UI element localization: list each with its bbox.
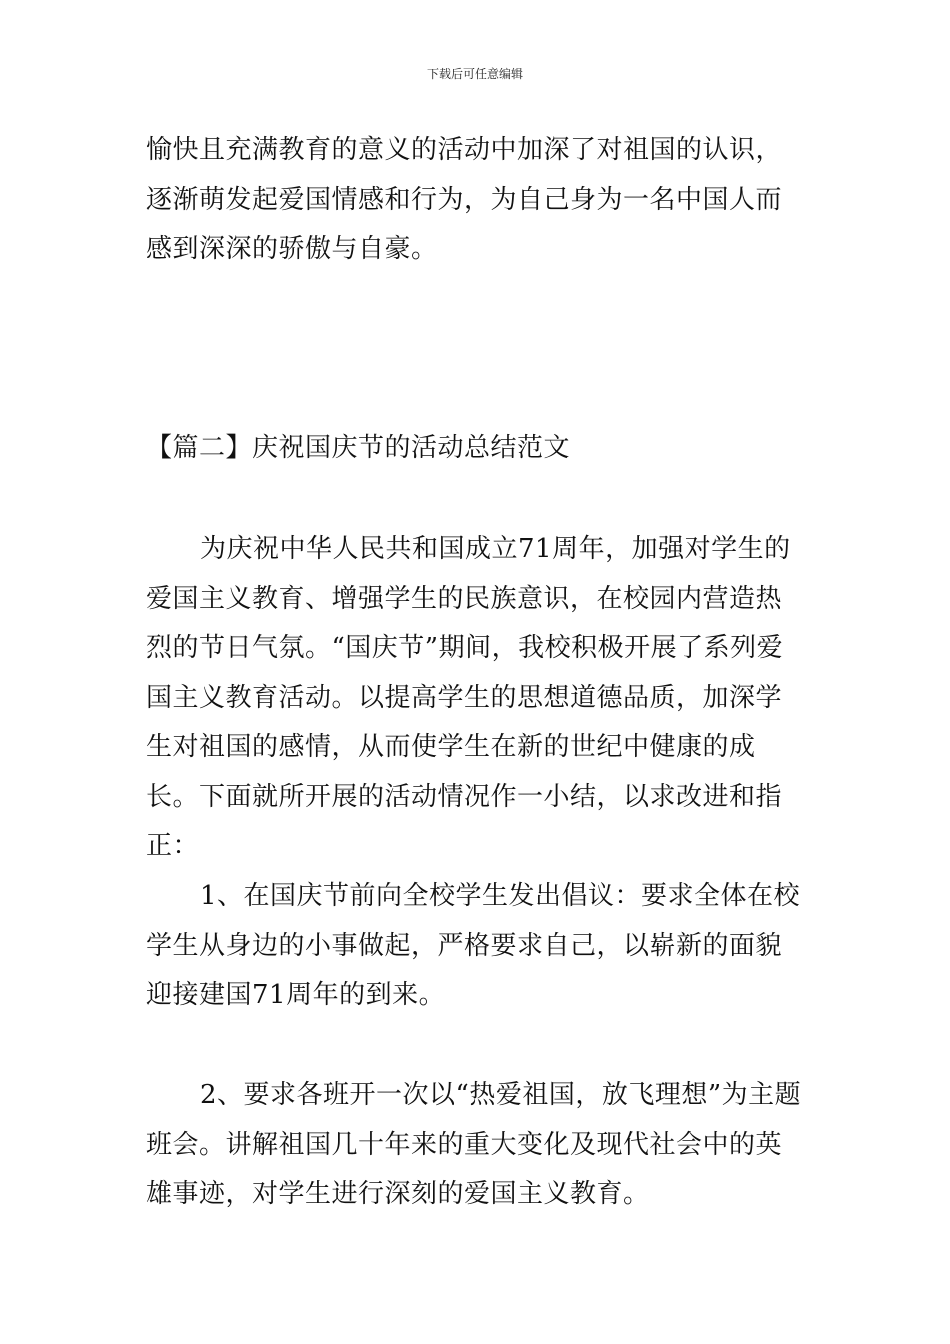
main-paragraph: 为庆祝中华人民共和国成立71周年，加强对学生的爱国主义教育、增强学生的民族意识，在校园内营造热烈的节日气氛。“国庆节”期间，我校积极开展了系列爱国主义教育活动。以提高学生的思想道德品质，加深学生对祖国的感情，从而使学生在新的世纪中健康的成长。下面就所开展的活动情况作一小结，以求改进和指正：	[146, 534, 791, 861]
list-item-1: 1、在国庆节前向全校学生发出倡议：要求全体在校学生从身边的小事做起，严格要求自己，以崭新的面貌迎接建国71周年的到来。	[146, 881, 801, 1010]
section-title: 【篇二】庆祝国庆节的活动总结范文	[146, 433, 571, 463]
intro-paragraph-continuation: 愉快且充满教育的意义的活动中加深了对祖国的认识，逐渐萌发起爱国情感和行为，为自己身为一名中国人而感到深深的骄傲与自豪。	[146, 135, 783, 264]
page-header-note: 下载后可任意编辑	[426, 67, 523, 81]
list-item-2: 2、要求各班开一次以“热爱祖国，放飞理想”为主题班会。讲解祖国几十年来的重大变化及现代社会中的英雄事迹，对学生进行深刻的爱国主义教育。	[146, 1080, 802, 1209]
